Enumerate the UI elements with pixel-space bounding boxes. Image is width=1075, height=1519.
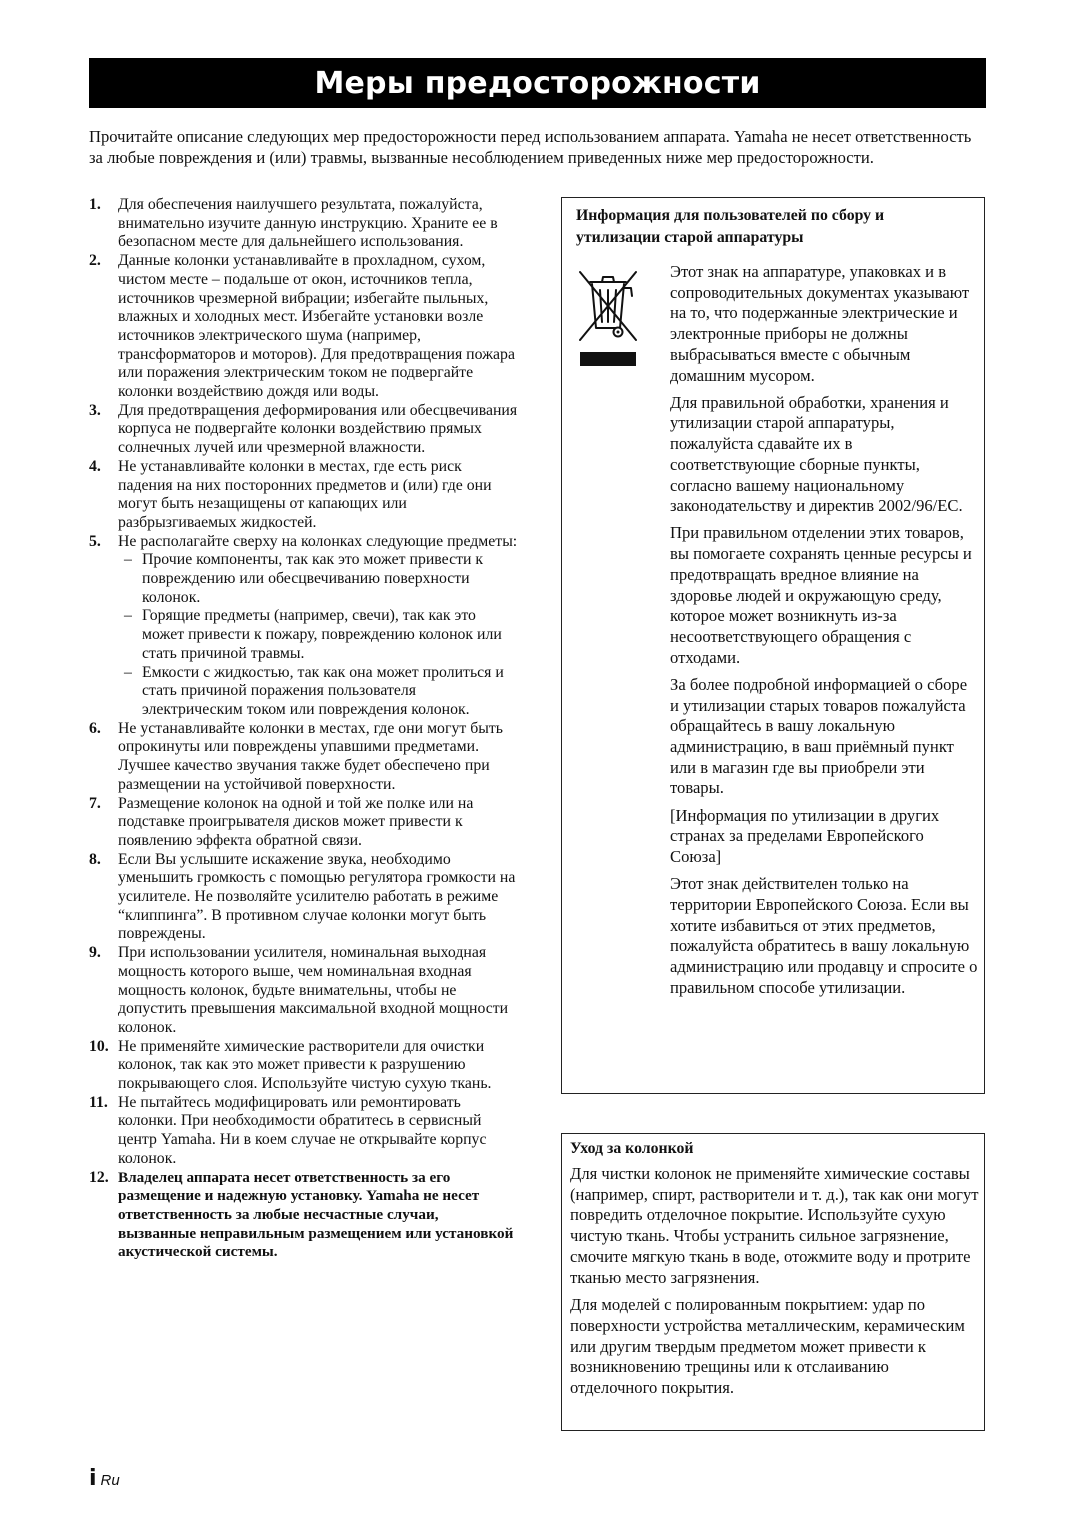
item-number: 11. bbox=[89, 1093, 108, 1111]
precaution-item bbox=[89, 851, 519, 945]
item-number: 10. bbox=[89, 1037, 109, 1055]
page-number: i bbox=[89, 1466, 97, 1491]
item-text: Для обеспечения наилучшего результата, пожалуйста, внимательно изучите данную инструкцию. Храните ее в безопасном месте для дальнейшего использования. bbox=[118, 196, 498, 251]
item-number: 7. bbox=[89, 794, 101, 812]
item-text: Данные колонки устанавливайте в прохладном, сухом, чистом месте – подальше от окон, источников тепла, источников чрезмерной вибрации; избегайте пыльных, влажных и холодных мест. Избегайте установки возле источников электрического шума (например, трансформаторов и моторов). Для предотвращения пожара или поражения электрическим током не подвергайте колонки воздействию дождя или воды. bbox=[118, 252, 515, 401]
precaution-item bbox=[89, 458, 519, 533]
item-number: 4. bbox=[89, 457, 101, 475]
sub-item-text: Прочие компоненты, так как это может привести к повреждению или обесцвечиванию поверхности колонок. bbox=[142, 551, 484, 606]
item-text: Не устанавливайте колонки в местах, где есть риск падения на них посторонних предметов и (или) где они могут быть незащищены от капающих или разбрызгиваемых жидкостей. bbox=[118, 457, 492, 531]
precaution-item bbox=[89, 944, 519, 1038]
precaution-item bbox=[89, 1038, 519, 1094]
dash-bullet: – bbox=[124, 607, 132, 625]
item-text: Не устанавливайте колонки в местах, где они могут быть опрокинуты или повреждены упавшими предметами. Лучшее качество звучания также будет обеспечено при размещении на устойчивой поверхности. bbox=[118, 719, 503, 793]
item-text: Не располагайте сверху на колонках следующие предметы: bbox=[118, 532, 518, 550]
recycling-paragraph: Этот знак действителен только на территории Европейского Союза. Если вы хотите избавиться от этих предметов, пожалуйста обратитесь в вашу локальную администрацию или продавцу и спросите о правильном способе утилизации. bbox=[670, 874, 978, 997]
precaution-item bbox=[89, 720, 519, 795]
sub-list bbox=[118, 551, 519, 719]
item-number: 12. bbox=[89, 1168, 109, 1186]
care-paragraph: Для моделей с полированным покрытием: удар по поверхности устройства металлическим, керамическим или другим твердым предметом может привести к возникновению трещины или к отслаиванию отделочного покрытия. bbox=[570, 1295, 965, 1398]
dash-bullet: – bbox=[124, 663, 132, 681]
item-number: 8. bbox=[89, 850, 101, 868]
item-text: Для предотвращения деформирования или обесцвечивания корпуса не подвергайте колонки воздействию прямых солнечных лучей или чрезмерной влажности. bbox=[118, 401, 518, 457]
recycling-paragraph: [Информация по утилизации в других странах за пределами Европейского Союза] bbox=[670, 805, 940, 866]
item-text: Если Вы услышите искажение звука, необходимо уменьшить громкость с помощью регулятора громкости на усилителе. Не позволяйте усилителю работать в режиме “клиппинга”. В противном случае колонки могут быть повреждены. bbox=[118, 850, 516, 943]
intro-paragraph: Прочитайте описание следующих мер предосторожности перед использованием аппарата. Yamaha не несет ответственность за любые повреждения и (или) травмы, вызванные несоблюдением приведенных ниже мер предосторожности. bbox=[89, 127, 972, 167]
precaution-item bbox=[89, 252, 519, 402]
item-number: 2. bbox=[89, 252, 101, 270]
recycling-box-title: Информация для пользователей по сбору и утилизации старой аппаратуры bbox=[576, 207, 885, 246]
item-body bbox=[118, 533, 519, 720]
speaker-care-box bbox=[561, 1133, 985, 1431]
care-box-text bbox=[570, 1164, 980, 1406]
care-paragraph: Для чистки колонок не применяйте химические составы (например, спирт, растворители и т. д.), так как они могут повредить отделочное покрытие. Используйте сухую чистую ткань. Чтобы устранить сильное загрязнение, смочите мягкую ткань в воде, отожмите воду и протрите тканью место загрязнения. bbox=[570, 1164, 979, 1287]
precaution-item bbox=[89, 795, 519, 851]
sub-item-text: Емкости с жидкостью, так как она может пролиться и стать причиной поражения пользователя электрическим током или повреждения колонок. bbox=[142, 663, 504, 718]
item-number: 9. bbox=[89, 944, 101, 962]
page-footer bbox=[89, 1466, 120, 1491]
precaution-item bbox=[89, 196, 519, 252]
precautions-list bbox=[89, 196, 519, 1262]
page-title-bar bbox=[89, 58, 986, 108]
precaution-item-warning bbox=[89, 1169, 519, 1263]
item-text: Владелец аппарата несет ответственность за его размещение и надежную установку. Yamaha не несет ответственность за любые несчастные случаи, вызванные неправильным размещением или установкой акустической системы. bbox=[118, 1168, 514, 1261]
item-number: 5. bbox=[89, 532, 101, 550]
sub-list-item bbox=[124, 664, 519, 720]
precaution-item bbox=[89, 402, 519, 458]
precaution-item bbox=[89, 533, 519, 720]
item-number: 6. bbox=[89, 719, 101, 737]
item-text: Не применяйте химические растворители для очистки колонок, так как это может привести к разрушению покрывающего слоя. Используйте чистую сухую ткань. bbox=[118, 1037, 492, 1093]
recycling-paragraph: За более подробной информацией о сборе и утилизации старых товаров пожалуйста обращайтесь в вашу локальную администрацию, в ваш приёмный пункт или в магазин где вы приобрели эти товары. bbox=[670, 674, 968, 798]
care-box-title: Уход за колонкой bbox=[570, 1140, 694, 1157]
recycling-paragraph: При правильном отделении этих товаров, вы помогаете сохранять ценные ресурсы и предотвращать вредное влияние на здоровье людей и окружающую среду, которое может возникнуть из-за несоответствующего обращения с отходами. bbox=[670, 523, 972, 667]
item-text: При использовании усилителя, номинальная выходная мощность которого выше, чем номинальная входная мощность колонок, будьте внимательны, чтобы не допустить превышения максимальной входной мощности колонок. bbox=[118, 944, 509, 1036]
crossed-out-wheelie-bin-icon bbox=[576, 266, 640, 370]
recycling-paragraph: Этот знак на аппаратуре, упаковках и в сопроводительных документах указывают на то, что подержанные электрические и электронные приборы не должны выбрасываться вместе с обычным домашним мусором. bbox=[670, 262, 970, 385]
recycling-box-text bbox=[670, 262, 978, 1005]
sub-list-item bbox=[124, 607, 519, 663]
sub-list-item bbox=[124, 551, 519, 607]
page-title: Меры предосторожности bbox=[314, 65, 761, 101]
precaution-item bbox=[89, 1094, 519, 1169]
dash-bullet: – bbox=[124, 551, 132, 569]
item-number: 3. bbox=[89, 401, 101, 419]
item-text: Не пытайтесь модифицировать или ремонтировать колонки. При необходимости обратитесь в сервисный центр Yamaha. Ни в коем случае не открывайте корпус колонок. bbox=[118, 1093, 487, 1167]
language-code: Ru bbox=[100, 1472, 120, 1489]
item-text: Размещение колонок на одной и той же полке или на подставке проигрывателя дисков может привести к появлению эффекта обратной связи. bbox=[118, 794, 474, 849]
recycling-info-box bbox=[561, 197, 985, 1094]
item-number: 1. bbox=[89, 196, 101, 213]
sub-item-text: Горящие предметы (например, свечи), так как это может привести к пожару, повреждению колонок или стать причиной травмы. bbox=[142, 607, 502, 662]
recycling-paragraph: Для правильной обработки, хранения и утилизации старой аппаратуры, пожалуйста сдавайте их в соответствующие сборные пункты, согласно вашему национальному законодательству и директив 2002/96/EC. bbox=[670, 392, 963, 516]
